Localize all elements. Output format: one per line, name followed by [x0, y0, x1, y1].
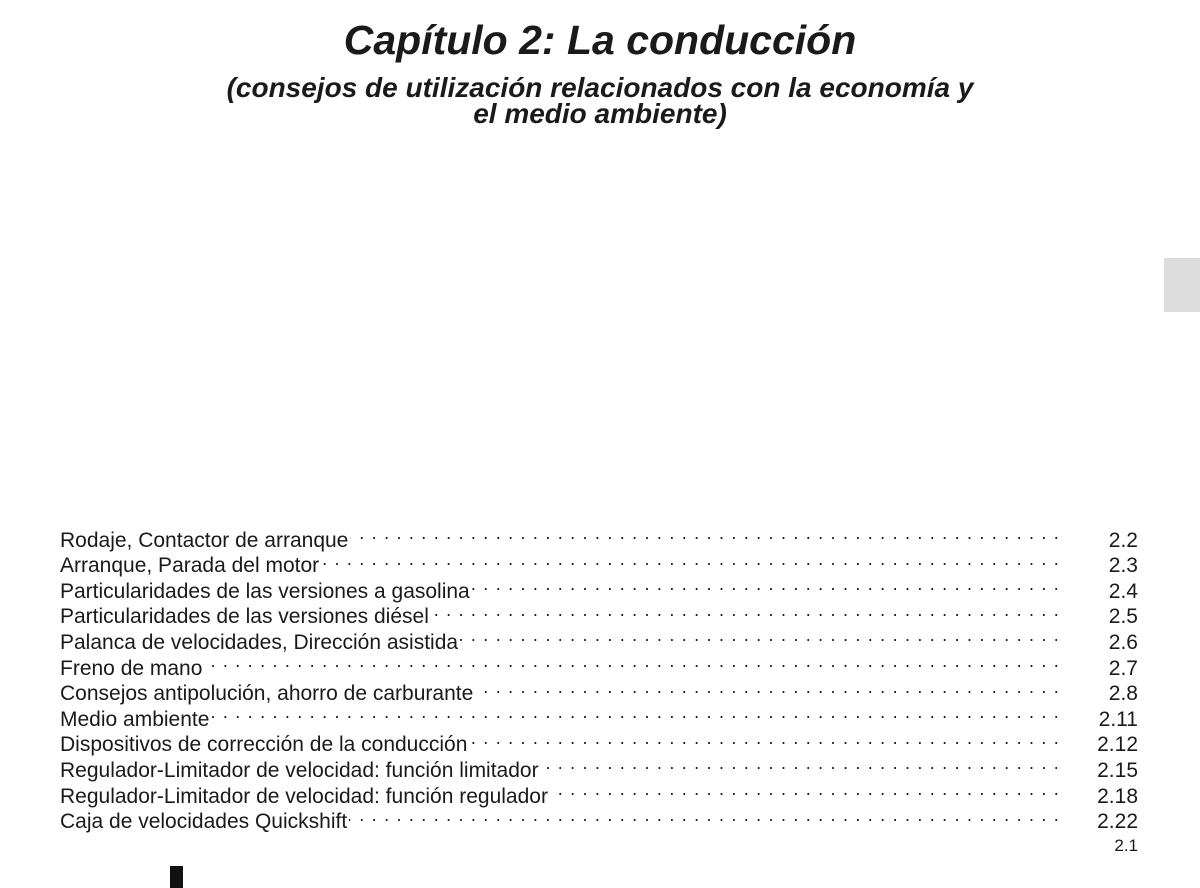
toc-entry[interactable] — [60, 726, 1138, 757]
toc-entry-page: 2.7 — [1108, 656, 1138, 680]
toc-entry[interactable] — [60, 649, 1138, 680]
toc-entry-page: 2.2 — [1108, 528, 1138, 552]
toc-leader-dots — [431, 598, 1060, 624]
toc-leader-dots — [349, 803, 1060, 829]
toc-leader-dots — [541, 751, 1060, 777]
toc-entry-label: Palanca de velocidades, Dirección asistida — [60, 630, 459, 654]
toc-leader-dots — [204, 649, 1060, 675]
toc-entry-label: Regulador-Limitador de velocidad: función regulador — [60, 784, 548, 808]
toc-entry[interactable] — [60, 521, 1138, 552]
toc-leader-dots — [321, 547, 1060, 573]
toc-leader-dots — [211, 700, 1060, 726]
toc-leader-dots — [475, 675, 1060, 701]
toc-entry-page: 2.8 — [1108, 682, 1138, 706]
toc-entry-label: Consejos antipolución, ahorro de carburante — [60, 682, 474, 706]
toc-entry-page: 2.4 — [1108, 579, 1138, 603]
table-of-contents — [60, 521, 1138, 834]
toc-leader-dots — [460, 623, 1060, 649]
toc-entry[interactable] — [60, 675, 1138, 706]
toc-entry-page: 2.6 — [1108, 630, 1138, 654]
chapter-subtitle-line-2: el medio ambiente) — [473, 98, 727, 129]
toc-entry-page: 2.15 — [1097, 758, 1138, 782]
toc-entry-page: 2.3 — [1108, 554, 1138, 578]
toc-entry-page: 2.12 — [1097, 733, 1138, 757]
toc-entry-page: 2.22 — [1097, 810, 1138, 834]
toc-entry-label: Dispositivos de corrección de la conducción — [60, 733, 468, 757]
toc-entry-label: Particularidades de las versiones diésel — [60, 605, 429, 629]
toc-entry-page: 2.18 — [1097, 784, 1138, 808]
toc-entry-label: Freno de mano — [60, 656, 203, 680]
toc-entry-label: Regulador-Limitador de velocidad: función limitador — [60, 758, 539, 782]
chapter-subtitle — [0, 72, 1200, 129]
toc-entry-label: Caja de velocidades Quickshift — [60, 810, 348, 834]
toc-entry-label: Arranque, Parada del motor — [60, 554, 320, 578]
chapter-title: Capítulo 2: La conducción — [343, 17, 857, 63]
page-edge-mark — [170, 866, 183, 888]
toc-entry[interactable] — [60, 700, 1138, 731]
toc-entry-label: Medio ambiente — [60, 707, 210, 731]
toc-entry-page: 2.5 — [1108, 605, 1138, 629]
chapter-thumb-tab — [1164, 258, 1200, 312]
toc-leader-dots — [472, 572, 1060, 598]
chapter-subtitle-line-1: (consejos de utilización relacionados con la economía y — [226, 72, 974, 103]
page-number: 2.1 — [1114, 836, 1138, 855]
toc-entry-page: 2.11 — [1098, 707, 1138, 731]
toc-leader-dots — [350, 521, 1060, 547]
toc-entry-label: Rodaje, Contactor de arranque — [60, 528, 349, 552]
toc-leader-dots — [550, 777, 1060, 803]
toc-leader-dots — [469, 726, 1060, 752]
toc-entry-label: Particularidades de las versiones a gasolina — [60, 579, 470, 603]
